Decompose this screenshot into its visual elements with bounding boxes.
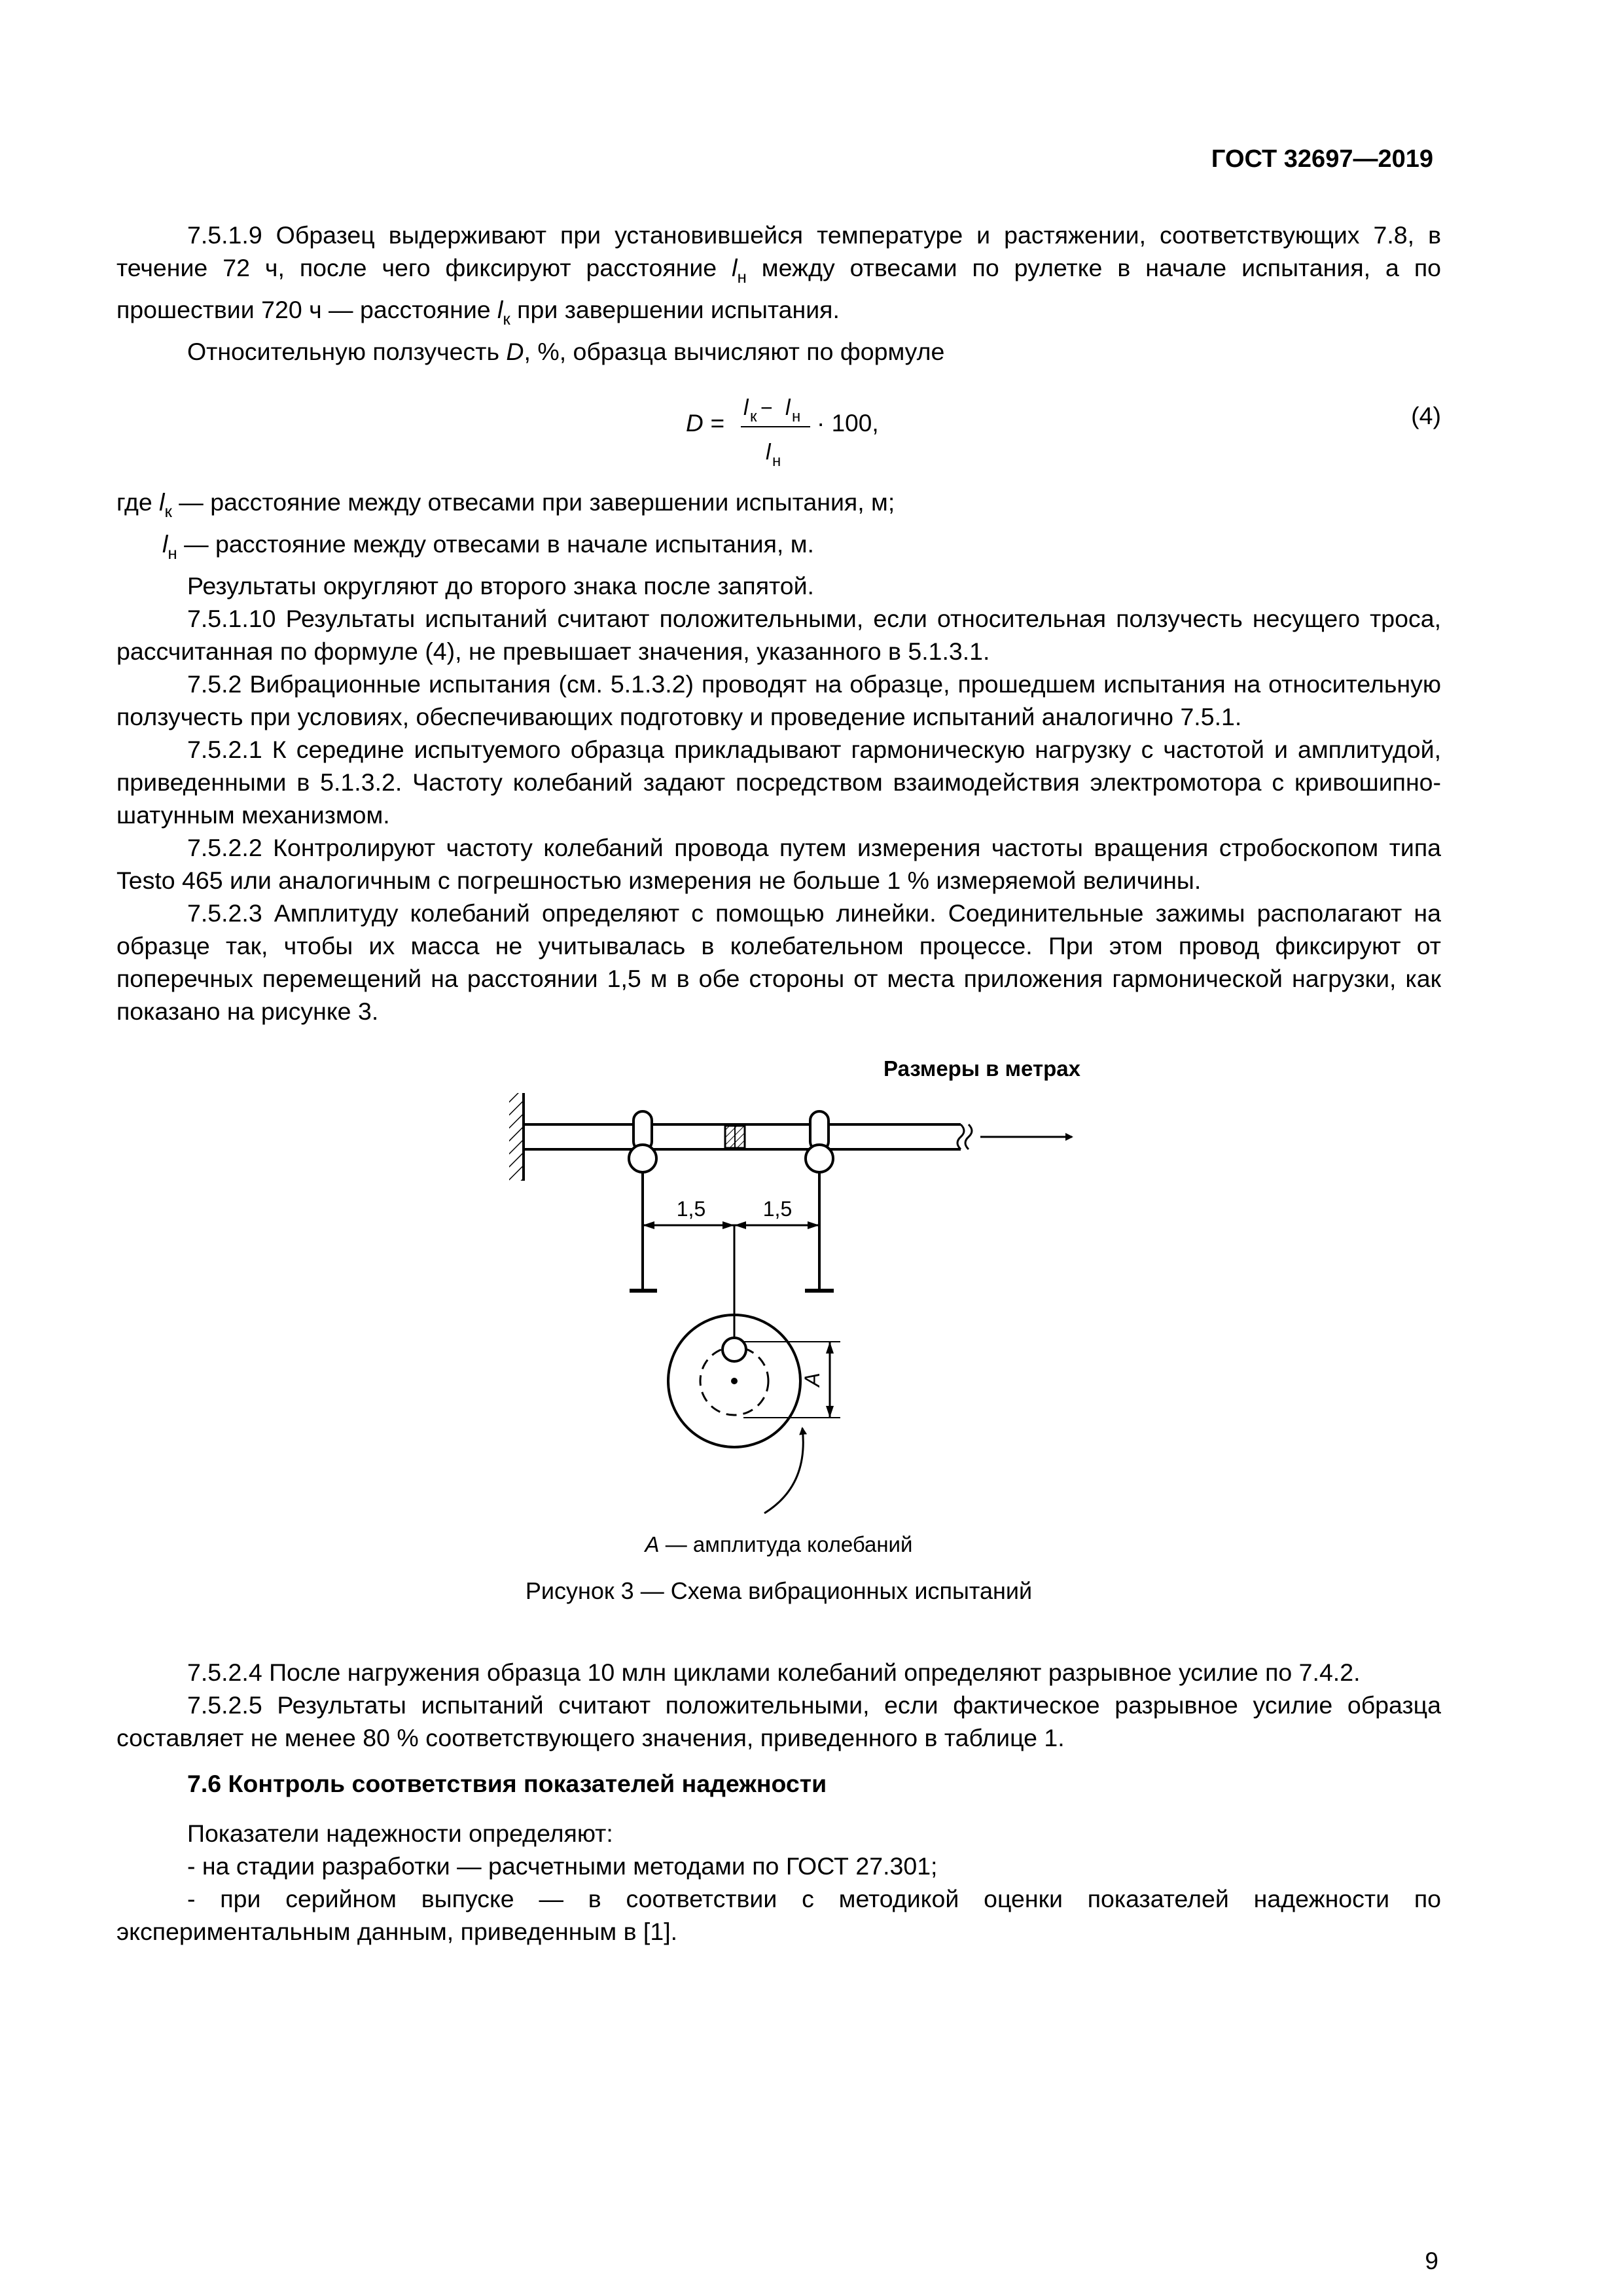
section-heading-7-6: 7.6 Контроль соответствия показателей надежности bbox=[187, 1770, 827, 1797]
formula-number: (4) bbox=[1411, 402, 1441, 429]
denominator-sub-h: н bbox=[772, 452, 781, 470]
paragraph-7-5-2-4: 7.5.2.4 После нагружения образца 10 млн циклами колебаний определяют разрывное усилие по 7.4.2. bbox=[187, 1659, 1361, 1686]
text-run: 7.5.1.9 Образец выдерживают при установившейся температуре и растяжении, соответствующих 7.8, в течение 72 ч, после чего фиксируют расстояние bbox=[116, 221, 1441, 281]
numerator-l-k: l bbox=[743, 395, 749, 420]
paragraph-7-5-2-5: 7.5.2.5 Результаты испытаний считают положительными, если фактическое разрывное усилие образца составляет не менее 80 % соответствующего значения, приведенного в таблице 1. bbox=[116, 1691, 1441, 1751]
text-run: — расстояние между отвесами в начале испытания, м. bbox=[177, 530, 814, 558]
numerator-sub-k: к bbox=[750, 408, 757, 425]
page-number: 9 bbox=[1425, 2248, 1438, 2274]
numerator-sub-h: н bbox=[792, 408, 801, 425]
text-run: Относительную ползучесть bbox=[187, 338, 507, 365]
paragraph-7-5-2: 7.5.2 Вибрационные испытания (см. 5.1.3.2) проводят на образце, прошедшем испытания на относительную ползучесть при условиях, обеспечивающих подготовку и проведение испытаний аналогично 7.5.1. bbox=[116, 670, 1441, 730]
amplitude-label: A bbox=[800, 1372, 824, 1387]
definition-lk bbox=[116, 486, 1441, 528]
document-code: ГОСТ 32697—2019 bbox=[1211, 145, 1433, 173]
reliability-item-1: - на стадии разработки — расчетными методами по ГОСТ 27.301; bbox=[187, 1852, 938, 1880]
numerator-minus: − bbox=[760, 396, 773, 420]
paragraph-7-5-2-1: 7.5.2.1 К середине испытуемого образца прикладывают гармоническую нагрузку с частотой и амплитудой, приведенными в 5.1.3.2. Частоту колебаний задают посредством взаимодействия электромотора с кривошипно-шатунным механизмом. bbox=[116, 736, 1441, 829]
formula-multiplier: · 100, bbox=[817, 410, 879, 437]
figure-sizes-label: Размеры в метрах bbox=[883, 1056, 1080, 1081]
paragraph-7-5-1-10: 7.5.1.10 Результаты испытаний считают положительными, если относительная ползучесть несущего троса, рассчитанная по формуле (4), не превышает значения, указанного в 5.1.3.1. bbox=[116, 605, 1441, 665]
paragraph-7-5-1-9 bbox=[116, 219, 1441, 335]
test-wire bbox=[524, 1124, 972, 1149]
subscript: н bbox=[737, 267, 747, 287]
variable-a: A bbox=[645, 1532, 660, 1556]
variable-d: D bbox=[506, 338, 524, 365]
text-run: — расстояние между отвесами при завершении испытания, м; bbox=[171, 488, 895, 516]
denominator-l-h: l bbox=[766, 440, 771, 465]
formula-expression bbox=[686, 382, 961, 480]
dimension-right-label: 1,5 bbox=[762, 1197, 793, 1221]
left-support bbox=[629, 1111, 657, 1291]
paragraph-rounding: Результаты округляют до второго знака после запятой. bbox=[187, 572, 814, 600]
formula-lhs: D = bbox=[686, 410, 724, 437]
right-support bbox=[805, 1111, 834, 1291]
page-content bbox=[116, 219, 1441, 1948]
subscript: н bbox=[168, 543, 177, 563]
dimension-left-label: 1,5 bbox=[676, 1197, 706, 1221]
text-run: между отвесами по рулетке в начале испытания, а по прошествии 720 ч — расстояние bbox=[116, 254, 1441, 323]
figure-note bbox=[116, 1528, 1441, 1561]
figure-caption: Рисунок 3 — Схема вибрационных испытаний bbox=[525, 1577, 1033, 1604]
subscript: к bbox=[503, 309, 510, 329]
variable-l: l bbox=[159, 488, 165, 516]
paragraph-7-5-2-2: 7.5.2.2 Контролируют частоту колебаний провода путем измерения частоты вращения стробоскопом типа Testo 465 или аналогичным с погрешностью измерения не больше 1 % измеряемой величины. bbox=[116, 834, 1441, 894]
formula-4 bbox=[116, 368, 1441, 486]
reliability-intro: Показатели надежности определяют: bbox=[187, 1820, 613, 1847]
definition-lh bbox=[116, 528, 1441, 569]
text-run: при завершении испытания. bbox=[510, 296, 840, 323]
fixed-wall-hatch bbox=[509, 1093, 524, 1181]
subscript: к bbox=[164, 501, 172, 521]
rotation-arrow bbox=[764, 1428, 803, 1513]
dimension-lines bbox=[643, 1221, 819, 1229]
text-run: , %, образца вычисляют по формуле bbox=[524, 338, 945, 365]
paragraph-7-5-2-3: 7.5.2.3 Амплитуду колебаний определяют с помощью линейки. Соединительные зажимы располагают на образце так, чтобы их масса не учитывалась в колебательном процессе. При этом провод фиксируют от поперечных перемещений на расстоянии 1,5 м в обе стороны от места приложения гармонической нагрузки, как показано на рисунке 3. bbox=[116, 899, 1441, 1025]
variable-l: l bbox=[497, 296, 503, 323]
vibration-test-diagram bbox=[116, 1028, 1441, 1525]
paragraph-creep-intro bbox=[116, 335, 1441, 368]
numerator-l-h: l bbox=[785, 395, 791, 420]
variable-l: l bbox=[162, 530, 168, 558]
reliability-item-2: - при серийном выпуске — в соответствии с методикой оценки показателей надежности по экспериментальным данным, приведенным в [1]. bbox=[116, 1885, 1441, 1945]
text-run: где bbox=[116, 488, 160, 516]
variable-l: l bbox=[732, 254, 738, 281]
amplitude-dimension bbox=[743, 1342, 840, 1418]
text-run: — амплитуда колебаний bbox=[659, 1532, 913, 1556]
figure-3 bbox=[116, 1028, 1441, 1656]
